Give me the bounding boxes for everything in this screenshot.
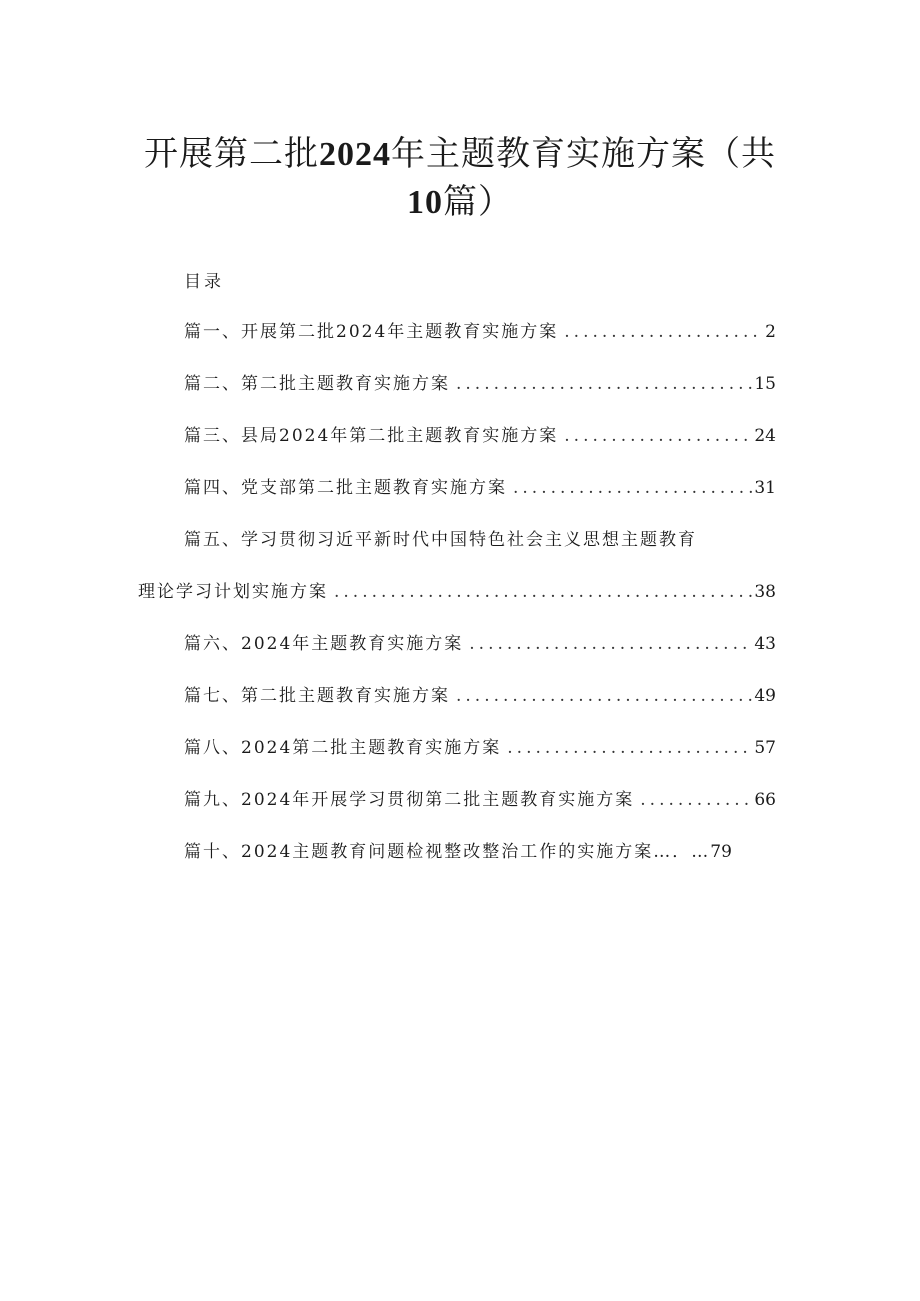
toc-entry-label: 篇三、县局2024年第二批主题教育实施方案: [184, 426, 559, 446]
toc-entry-label: 篇九、2024年开展学习贯彻第二批主题教育实施方案: [184, 790, 635, 810]
toc-entry-label: 篇六、2024年主题教育实施方案: [184, 634, 464, 654]
toc-entry-7[interactable]: [184, 682, 776, 710]
toc-page-number: 57: [754, 738, 776, 758]
toc-page-number: 31: [754, 478, 776, 498]
toc-page-number: 24: [754, 426, 776, 446]
toc-entry-2[interactable]: [184, 370, 776, 398]
toc-page-number: 79: [710, 842, 732, 862]
document-title-line-2: [120, 174, 800, 231]
title-count: 10: [407, 184, 443, 221]
toc-entry-4[interactable]: [184, 474, 776, 502]
toc-entry-10[interactable]: [184, 838, 776, 866]
toc-page-number: 49: [754, 686, 776, 706]
title-year: 2024: [319, 136, 391, 173]
toc-entry-label: 篇七、第二批主题教育实施方案: [184, 686, 450, 706]
toc-leader: [334, 578, 752, 606]
toc-leader: [564, 318, 763, 346]
toc-leader: [469, 630, 752, 658]
toc-leader: [564, 422, 752, 450]
toc-leader: [640, 786, 752, 814]
title-text-end: 篇）: [443, 182, 513, 222]
toc-leader: [456, 370, 752, 398]
toc-leader: [456, 682, 752, 710]
toc-entry-5[interactable]: [138, 578, 776, 606]
toc-page-number: 2: [765, 322, 776, 342]
toc-page-number: 38: [754, 582, 776, 602]
toc-entry-label: 篇二、第二批主题教育实施方案: [184, 374, 450, 394]
toc-leader: [507, 734, 752, 762]
toc-entry-label: 篇四、党支部第二批主题教育实施方案: [184, 478, 507, 498]
toc-page-number: 43: [754, 634, 776, 654]
toc-entry-9[interactable]: [184, 786, 776, 814]
toc-entry-3[interactable]: [184, 422, 776, 450]
toc-entry-6[interactable]: [184, 630, 776, 658]
title-text-post: 年主题教育实施方案（共: [391, 134, 776, 174]
toc-page-number: 15: [754, 374, 776, 394]
toc-entry-label: 理论学习计划实施方案: [138, 582, 328, 602]
toc-entry-5-first-line[interactable]: 篇五、学习贯彻习近平新时代中国特色社会主义思想主题教育: [184, 530, 697, 550]
toc-entry-label: 篇八、2024第二批主题教育实施方案: [184, 738, 502, 758]
toc-entry-8[interactable]: [184, 734, 776, 762]
title-text-pre: 开展第二批: [144, 134, 319, 174]
toc-entry-label: 篇十、2024主题教育问题检视整改整治工作的实施方案…．…: [184, 842, 711, 862]
toc-entry-label: 篇一、开展第二批2024年主题教育实施方案: [184, 322, 559, 342]
toc-page-number: 66: [754, 790, 776, 810]
toc-entry-1[interactable]: [184, 318, 776, 346]
toc-heading: 目录: [184, 272, 224, 292]
toc-leader: [513, 474, 752, 502]
